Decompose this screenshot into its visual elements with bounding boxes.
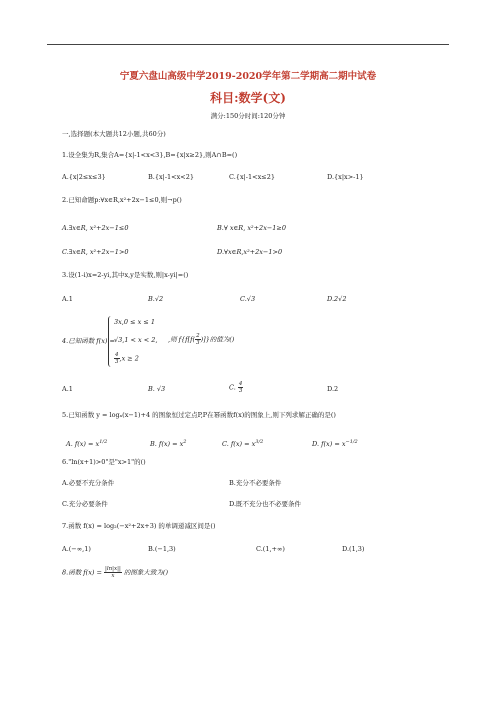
q4-case-3-num: 4 [115, 352, 119, 358]
q8-frac-den: x [111, 573, 115, 579]
q4-option-c-label: C. [229, 383, 236, 392]
q5-option-d-exp: −1/2 [345, 439, 358, 445]
q4-inner-num: 2 [196, 333, 200, 339]
q4-case-3-rest: ,x ≥ 2 [119, 354, 139, 363]
q7-option-c: C.(1,+∞) [256, 545, 285, 553]
q7-option-a: A.(−∞,1) [62, 545, 91, 553]
q2-stem: 2.已知命题p:∀x∈R,x²+2x−1≤0,则¬p() [62, 196, 182, 204]
q5-option-b [150, 440, 186, 450]
header-rule [47, 44, 449, 45]
q5-option-c-base: C. f(x) = x [222, 440, 256, 448]
q5-option-c-exp: 3/2 [255, 439, 264, 445]
q1-option-d: D.{x|x>-1} [327, 173, 364, 181]
q3-option-d: D.2√2 [327, 295, 347, 303]
q3-option-a: A.1 [62, 295, 73, 303]
q5-option-b-base: B. f(x) = x [150, 440, 184, 448]
q6-stem: 6."ln(x+1)>0"是"x>1"的() [62, 458, 146, 466]
q4-option-a: A.1 [62, 385, 73, 393]
q5-option-d-base: D. f(x) = x [312, 440, 346, 448]
q5-stem: 5.已知函数 y = logₐ(x−1)+4 的图象恒过定点P,P在幂函数f(x)的图象上,则下列求解正确的是() [62, 411, 336, 419]
q4-case-1: 3x,0 ≤ x ≤ 1 [114, 318, 155, 326]
q6-option-d: D.既不充分也不必要条件 [229, 500, 302, 508]
q4-option-c-num: 4 [238, 381, 243, 387]
q4-case-3-den: 3 [115, 359, 119, 365]
section-heading: 一,选择题(本大题共12小题,共60分) [62, 130, 166, 138]
q1-option-c: C.{x|-1<x≤2} [229, 173, 275, 181]
q4-option-d: D.2 [327, 385, 339, 393]
q4-stem-prefix: 4.已知函数 f(x) = [62, 337, 115, 345]
q4-case-2: √3,1 < x < 2, [114, 336, 158, 344]
q4-brace [108, 316, 113, 367]
q8-suffix: 的图象大致为() [123, 568, 168, 577]
q2-option-d: D.∀x∈R,x²+2x−1>0 [217, 248, 283, 256]
q5-option-a-exp: 1/2 [99, 439, 108, 445]
q4-stem-suffix-a: ,则 f{f[f( [168, 335, 196, 344]
q5-option-d [312, 440, 358, 450]
q3-stem: 3.设(1-i)x=2-yi,其中x,y是实数,则|x-yi|=() [62, 271, 189, 279]
q1-stem: 1.设全集为R,集合A={x|-1<x<3},B={x|x≥2},则A∩B=() [62, 151, 238, 159]
q2-option-a: A.∃x∈R, x²+2x−1≤0 [62, 224, 129, 232]
exam-title: 宁夏六盘山高级中学2019-2020学年第二学期高二期中试卷 [119, 71, 377, 82]
q6-option-b: B.充分不必要条件 [229, 479, 282, 487]
q3-option-b: B.√2 [148, 295, 164, 303]
q2-option-b: B.∀ x∈R, x²+2x−1≥0 [217, 224, 287, 232]
q6-option-c: C.充分必要条件 [62, 500, 108, 508]
q4-case-3 [114, 352, 139, 365]
q8-stem [62, 566, 168, 579]
q3-option-c: C.√3 [240, 295, 256, 303]
q1-option-a: A.{x|2≤x≤3} [62, 173, 106, 181]
q8-prefix: 8.函数 f(x) = [62, 568, 102, 577]
q4-option-b: B. √3 [148, 385, 166, 393]
q4-stem-suffix [168, 333, 234, 346]
q4-stem-suffix-b: )]}的值为() [200, 335, 235, 344]
q7-stem: 7.函数 f(x) = log₂(−x²+2x+3) 的单调递减区间是() [62, 522, 216, 530]
q7-option-b: B.(−1,3) [148, 545, 176, 553]
q4-option-c-den: 3 [238, 388, 243, 394]
q5-option-c [222, 440, 263, 450]
q5-option-b-exp: 2 [183, 439, 187, 445]
exam-meta: 满分:150分时间:120分钟 [210, 112, 286, 120]
subject-title: 科目:数学(文) [210, 91, 286, 105]
q4-inner-den: 3 [196, 340, 200, 346]
q4-option-c [229, 381, 243, 394]
q1-option-b: B.{x|-1<x<2} [148, 173, 194, 181]
q6-option-a: A.必要不充分条件 [62, 479, 115, 487]
q8-frac-num: |ln|x|| [105, 566, 121, 572]
q7-option-d: D.(1,3) [342, 545, 365, 553]
q2-option-c: C.∃x∈R, x²+2x−1>0 [62, 248, 129, 256]
q5-option-a [66, 440, 107, 450]
q5-option-a-base: A. f(x) = x [66, 440, 100, 448]
